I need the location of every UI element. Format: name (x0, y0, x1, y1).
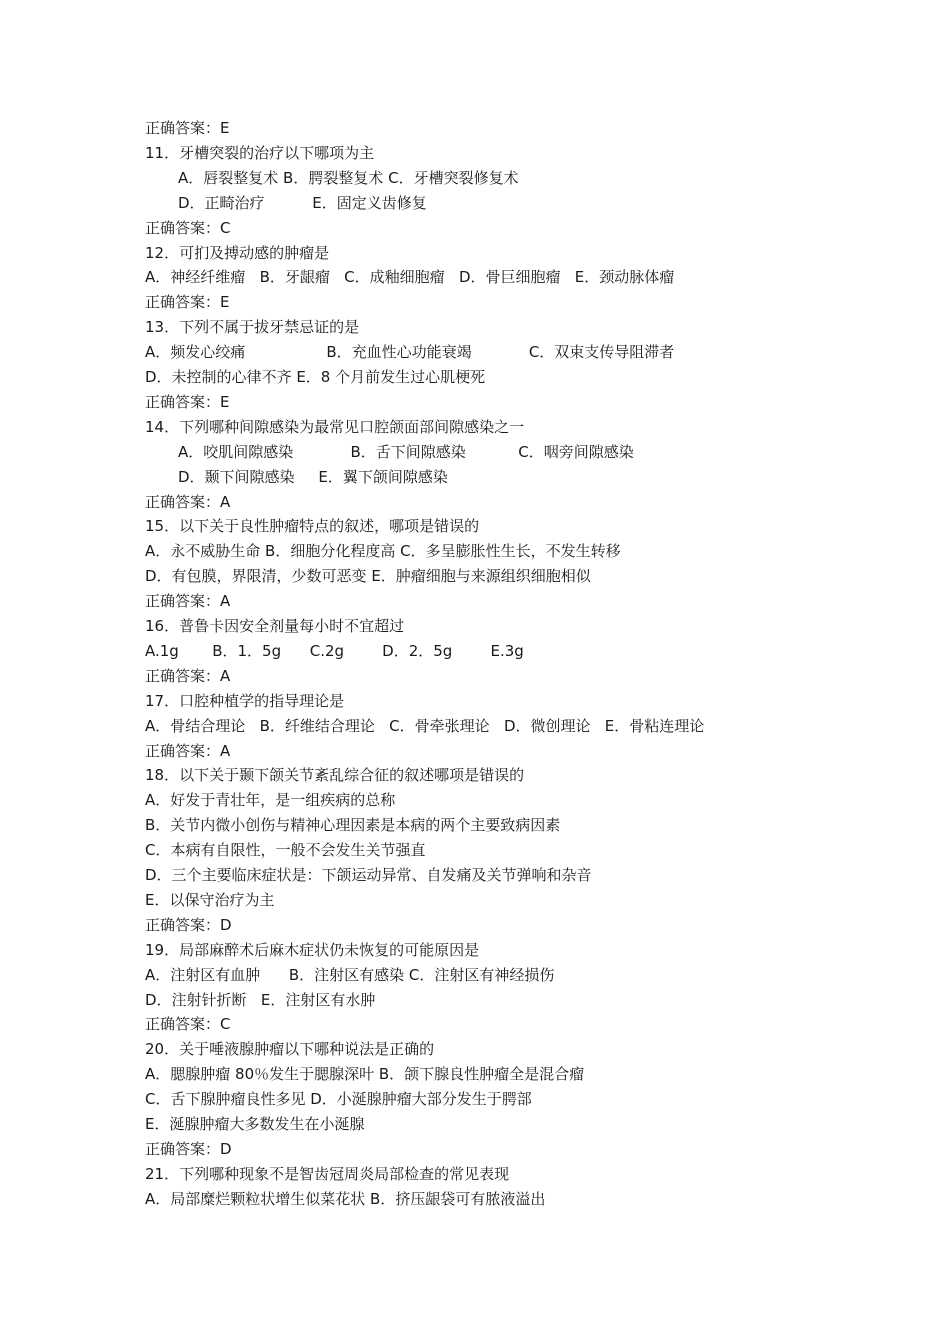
question-line: 19．局部麻醉术后麻木症状仍未恢复的可能原因是 (145, 940, 480, 959)
option-line: B．关节内微小创伤与精神心理因素是本病的两个主要致病因素 (145, 816, 561, 835)
answer-line: 正确答案：D (145, 1139, 232, 1158)
answer-line: 正确答案：A (145, 666, 231, 685)
answer-line: 正确答案：A (145, 741, 231, 760)
question-line: 17．口腔种植学的指导理论是 (145, 691, 345, 710)
option-line: A.1g B．1．5g C.2g D．2．5g E.3g (145, 641, 524, 660)
question-line: 20．关于唾液腺肿瘤以下哪种说法是正确的 (145, 1040, 435, 1059)
answer-line: 正确答案：E (145, 293, 230, 312)
answer-line: 正确答案：C (145, 1015, 231, 1034)
option-line: A．骨结合理论 B．纤维结合理论 C．骨牵张理论 D．微创理论 E．骨粘连理论 (145, 716, 705, 735)
answer-line: 正确答案：A (145, 492, 231, 511)
option-line: A．注射区有血肿 B．注射区有感染 C．注射区有神经损伤 (145, 965, 555, 984)
question-line: 15．以下关于良性肿瘤特点的叙述，哪项是错误的 (145, 517, 480, 536)
option-line: A．神经纤维瘤 B．牙龈瘤 C．成釉细胞瘤 D．骨巨细胞瘤 E．颈动脉体瘤 (145, 268, 675, 287)
option-line: E．以保守治疗为主 (145, 890, 275, 909)
option-line: D．颞下间隙感染 E．翼下颌间隙感染 (178, 467, 448, 486)
answer-line: 正确答案：D (145, 915, 232, 934)
answer-line: 正确答案：E (145, 119, 230, 137)
question-line: 14．下列哪种间隙感染为最常见口腔颌面部间隙感染之一 (145, 417, 525, 436)
question-line: 18．以下关于颞下颌关节紊乱综合征的叙述哪项是错误的 (145, 766, 525, 785)
option-line: A．腮腺肿瘤 80％发生于腮腺深叶 B．颌下腺良性肿瘤全是混合瘤 (145, 1065, 585, 1084)
answer-line: 正确答案：A (145, 592, 231, 611)
question-line: 16．普鲁卡因安全剂量每小时不宜超过 (145, 617, 405, 635)
answer-line: 正确答案：C (145, 218, 231, 237)
option-line: C．舌下腺肿瘤良性多见 D．小涎腺肿瘤大部分发生于腭部 (145, 1090, 532, 1109)
option-line: D．有包膜，界限清，少数可恶变 E．肿瘤细胞与来源组织细胞相似 (145, 567, 591, 586)
option-line: A．永不威胁生命 B．细胞分化程度高 C．多呈膨胀性生长，不发生转移 (145, 542, 621, 561)
option-line: D．未控制的心律不齐 E．8 个月前发生过心肌梗死 (145, 368, 486, 386)
option-line: E．涎腺肿瘤大多数发生在小涎腺 (145, 1115, 365, 1133)
answer-line: 正确答案：E (145, 392, 230, 411)
option-line: D．注射针折断 E．注射区有水肿 (145, 990, 376, 1009)
option-line: D．正畸治疗 E．固定义齿修复 (178, 193, 427, 212)
option-line: C．本病有自限性，一般不会发生关节强直 (145, 841, 426, 860)
option-line: A．唇裂整复术 B．腭裂整复术 C．牙槽突裂修复术 (178, 168, 519, 187)
question-line: 12．可扪及搏动感的肿瘤是 (145, 243, 330, 262)
option-line: A．局部糜烂颗粒状增生似菜花状 B．挤压龈袋可有脓液溢出 (145, 1189, 546, 1208)
option-line: D．三个主要临床症状是：下颌运动异常、自发痛及关节弹响和杂音 (145, 866, 592, 884)
question-line: 11．牙槽突裂的治疗以下哪项为主 (145, 143, 375, 162)
option-line: A．频发心绞痛 B．充血性心功能衰竭 C．双束支传导阻滞者 (145, 343, 675, 362)
question-line: 21．下列哪种现象不是智齿冠周炎局部检查的常见表现 (145, 1164, 510, 1183)
question-line: 13．下列不属于拔牙禁忌证的是 (145, 318, 360, 337)
option-line: A．好发于青壮年，是一组疾病的总称 (145, 791, 396, 810)
option-line: A．咬肌间隙感染 B．舌下间隙感染 C．咽旁间隙感染 (178, 442, 634, 461)
